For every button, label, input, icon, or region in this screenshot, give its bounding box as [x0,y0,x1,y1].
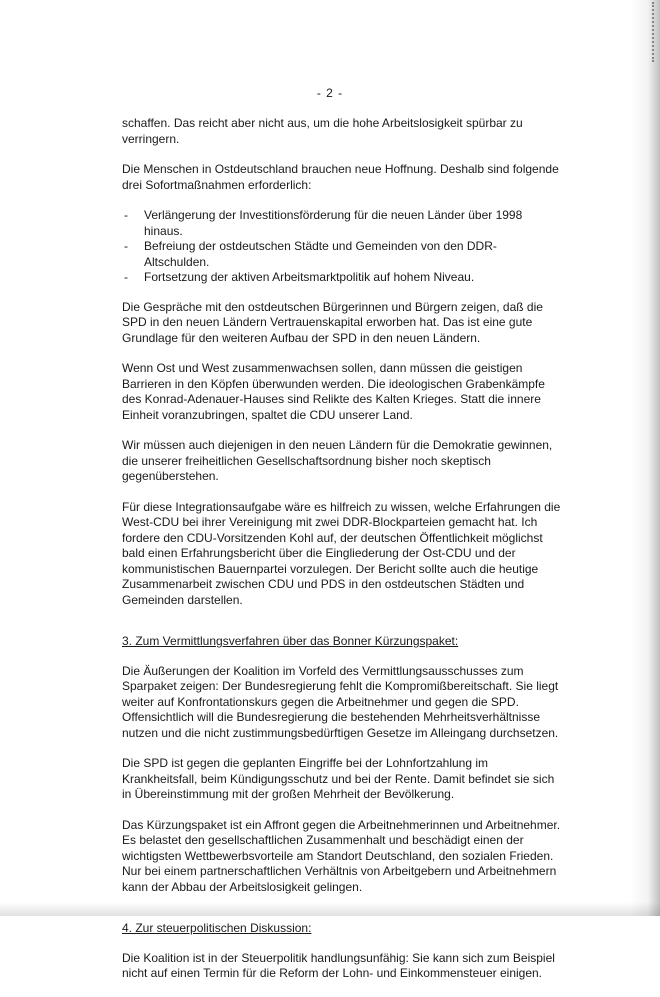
paragraph: Wenn Ost und West zusammenwachsen sollen, dann müssen die geistigen Barrieren in den Köpfen überwunden werden. Die ideologischen Grabenkämpfe des Konrad-Adenauer-Hauses sind Relikte des Kalten Krieges. Statt die innere Einheit voranzubringen, spaltet die CDU unserer Land. [122,361,545,422]
paragraph: schaffen. Das reicht aber nicht aus, um die hohe Arbeitslosigkeit spürbar zu verringern. [122,116,523,146]
bullet-marker: - [124,270,128,284]
section-heading: 4. Zur steuerpolitischen Diskussion: [122,921,312,935]
paragraph: Die SPD ist gegen die geplanten Eingriffe bei der Lohnfortzahlung im Krankheitsfall, beim Kündigungsschutz und bei der Rente. Damit befindet sie sich in Übereinstimmung mit der großen Mehrheit der Bevölkerung. [122,756,555,801]
paragraph: Die Koalition ist in der Steuerpolitik handlungsunfähig: Sie kann sich zum Beispiel nicht auf einen Termin für die Reform der Lohn- und Einkommensteuer einigen. [122,950,555,980]
paragraph: Für diese Integrationsaufgabe wäre es hilfreich zu wissen, welche Erfahrungen die West-CDU bei ihrer Vereinigung mit zwei DDR-Blockparteien gemacht hat. Ich fordere den CDU-Vorsitzenden Kohl auf, der deutschen Öffentlichkeit möglichst bald einen Erfahrungsbericht über die Eingliederung der Ost-CDU und der kommunistischen Bauernpartei vorzulegen. Der Bericht sollte auch die heutige Zusammenarbeit zwischen CDU und PDS in den ostdeutschen Städten und Gemeinden darstellen. [122,499,561,607]
paragraph: Die Äußerungen der Koalition im Vorfeld des Vermittlungsausschusses zum Sparpaket zeigen: Der Bundesregierung fehlt die Kompromißbereitschaft. Sie liegt weiter auf Konfrontationskurs gegen die Arbeitnehmer und gegen die SPD. Offensichtlich will die Bundesregierung die bestehenden Mehrheitsverhältnisse nutzen und die nicht zustimmungsbedürftigen Gesetze im Alleingang durchsetzen. [122,663,559,740]
list-item-text: Verlängerung der Investitionsförderung für die neuen Länder über 1998 hinaus. [144,208,523,238]
paragraph: Wir müssen auch diejenigen in den neuen Ländern für die Demokratie gewinnen, die unserer freiheitlichen Gesellschaftsordnung bisher noch skeptisch gegenüberstehen. [122,438,553,483]
document-body [122,116,562,997]
section-heading: 3. Zum Vermittlungsverfahren über das Bonner Kürzungspaket: [122,634,459,648]
bullet-marker: - [124,208,128,222]
list-item [122,239,562,270]
bullet-marker: - [124,239,128,253]
list-item [122,270,562,286]
paragraph: Die Gespräche mit den ostdeutschen Bürgerinnen und Bürgern zeigen, daß die SPD in den neuen Ländern Vertrauenskapital erworben hat. Das ist eine gute Grundlage für den weiteren Aufbau der SPD in den neuen Ländern. [122,299,543,345]
list-item-text: Befreiung der ostdeutschen Städte und Gemeinden von den DDR-Altschulden. [144,239,497,269]
measures-list [122,208,562,286]
scan-shadow-bottom [0,902,660,916]
paragraph: Das Kürzungspaket ist ein Affront gegen die Arbeitnehmerinnen und Arbeitnehmer. Es belastet den gesellschaftlichen Zusammenhalt und beschädigt einen der wichtigsten Wettbewerbsvorteile am Standort Deutschland, den sozialen Frieden. Nur bei einem partnerschaftlichen Verhältnis von Arbeitgebern und Arbeitnehmern kann der Abbau der Arbeitslosigkeit gelingen. [122,817,561,894]
paragraph: Die Menschen in Ostdeutschland brauchen neue Hoffnung. Deshalb sind folgende drei Sofortmaßnahmen erforderlich: [122,162,559,192]
list-item [122,208,562,239]
page-number: - 2 - [316,86,344,100]
scan-shadow-right [630,0,660,916]
list-item-text: Fortsetzung der aktiven Arbeitsmarktpolitik auf hohem Niveau. [144,270,475,284]
